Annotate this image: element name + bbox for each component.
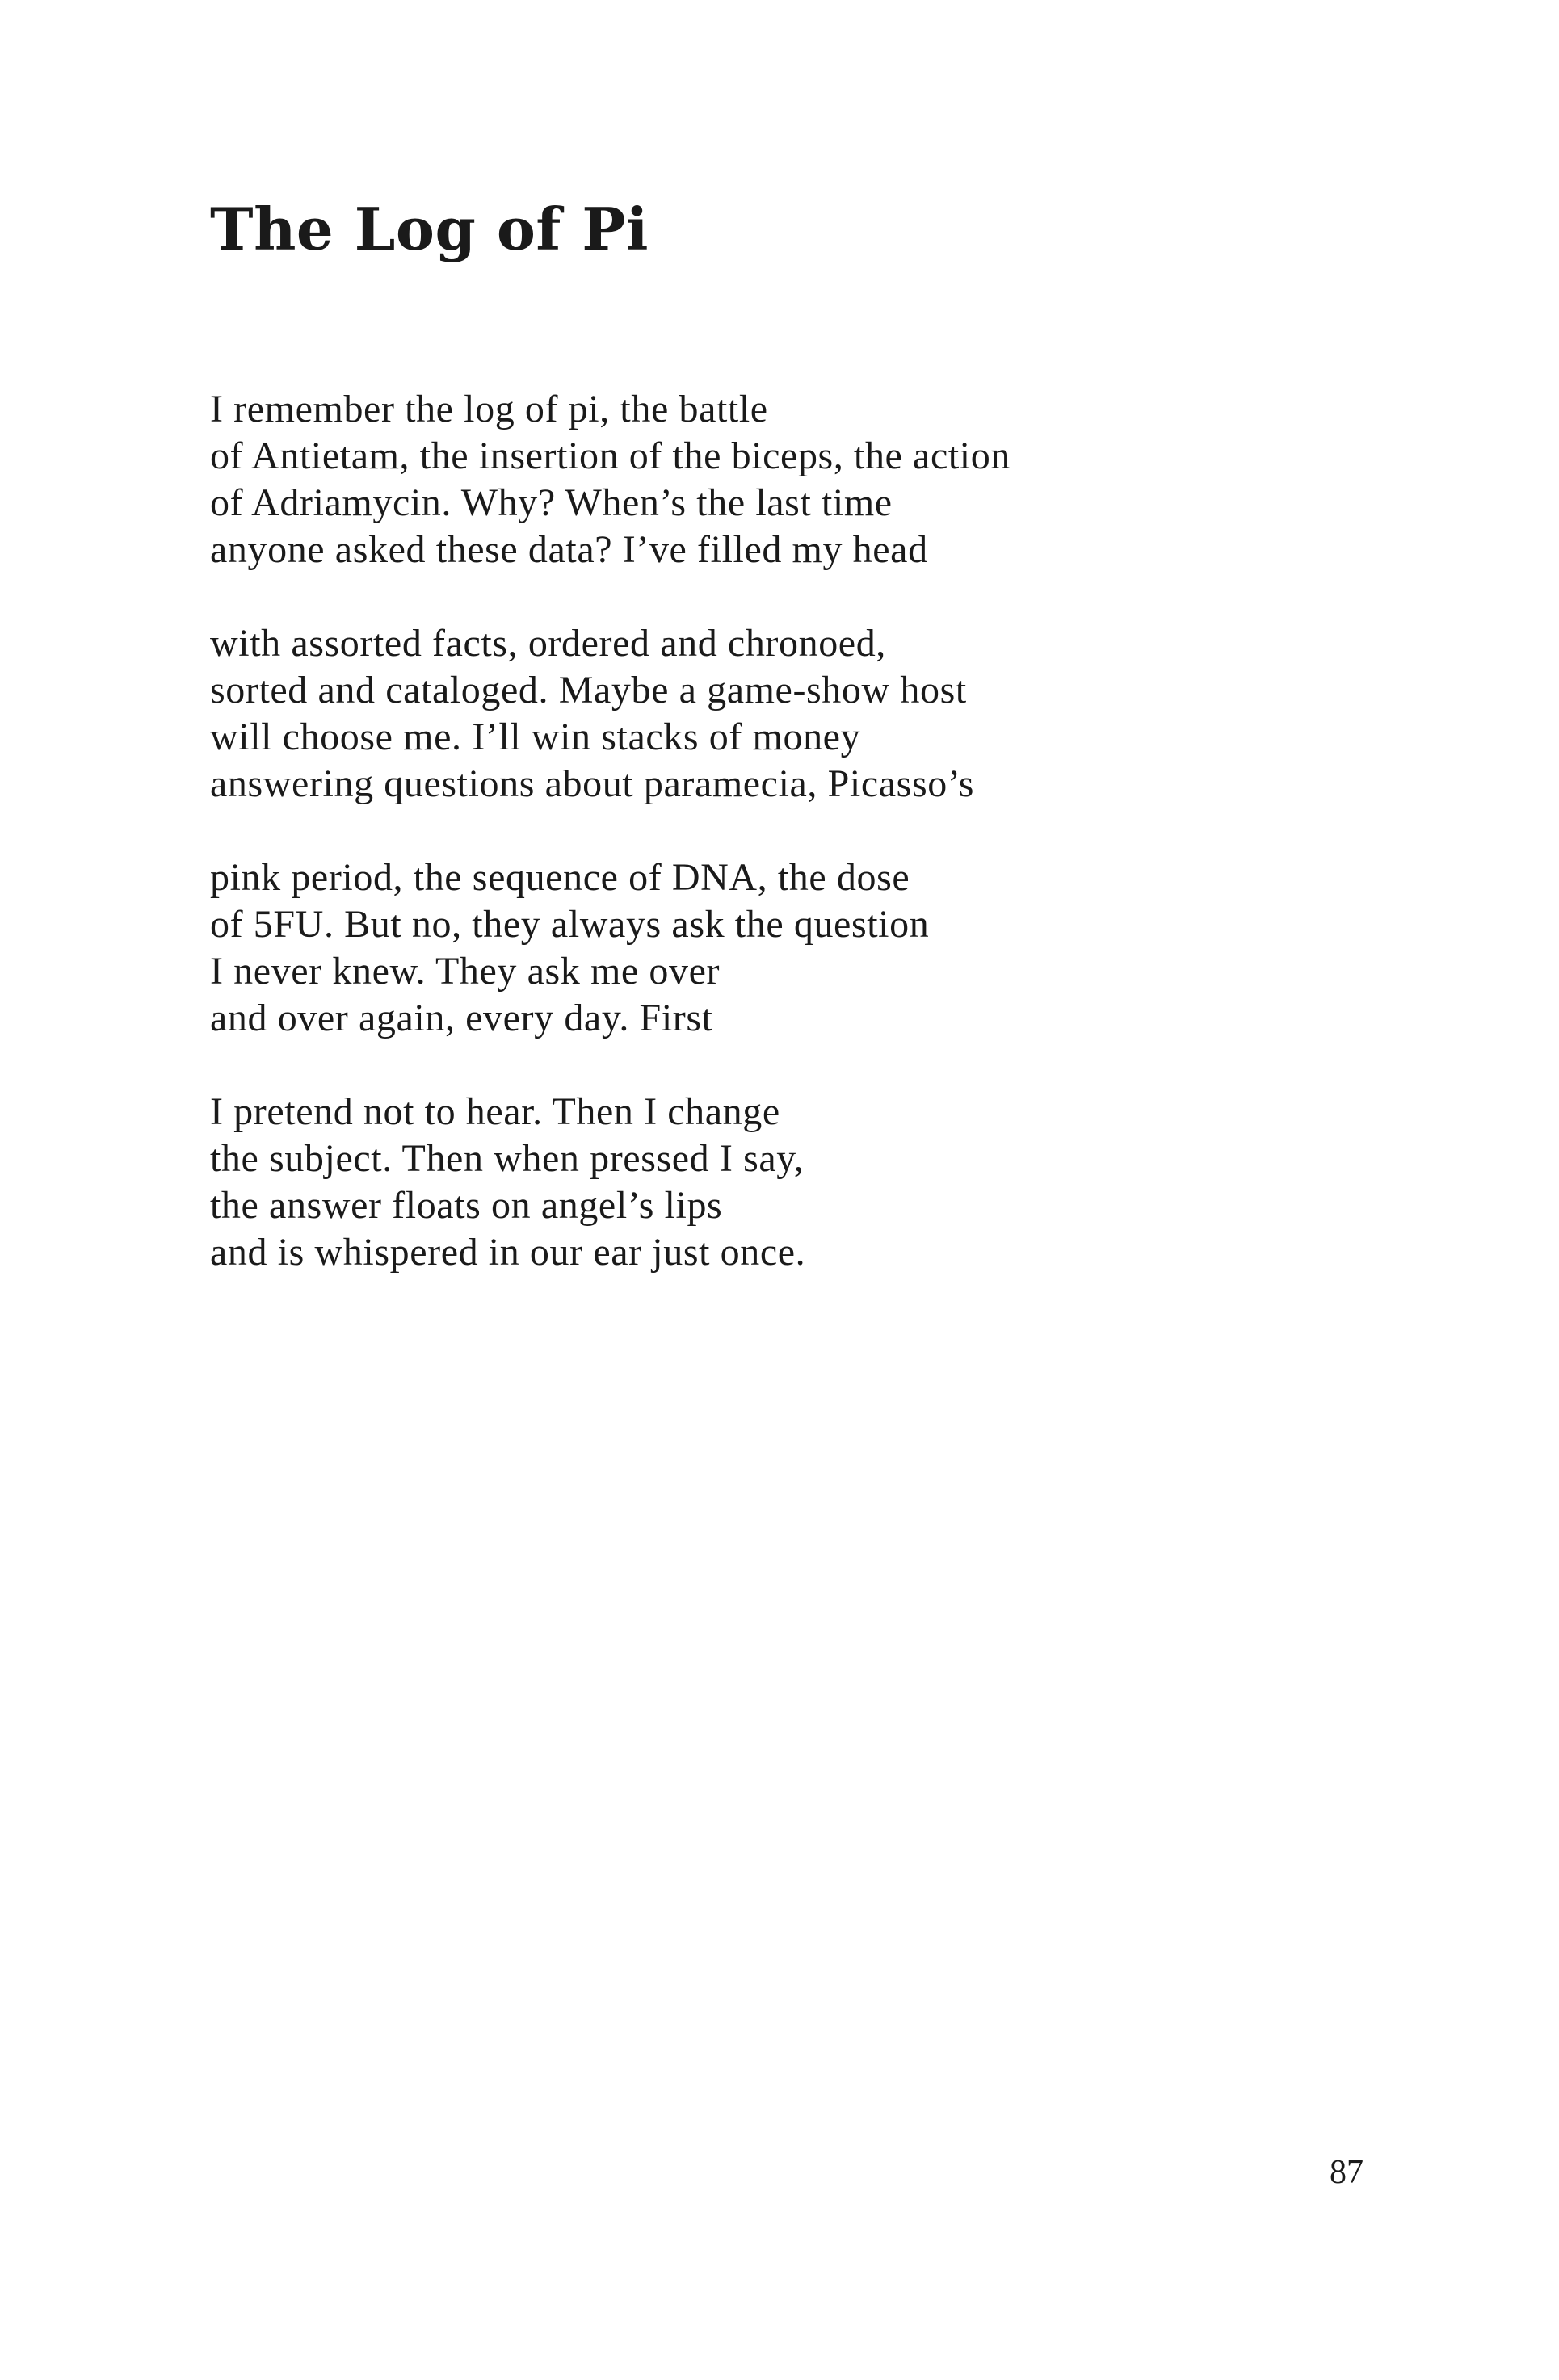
stanza-3 — [210, 854, 1422, 1042]
stanza-1 — [210, 386, 1422, 573]
poem-line: with assorted facts, ordered and chronoed, — [210, 622, 886, 665]
poem-line: of Antietam, the insertion of the biceps, the action — [210, 434, 1011, 477]
poem-line: I never knew. They ask me over — [210, 950, 721, 993]
poem-line: of 5FU. But no, they always ask the question — [210, 903, 930, 946]
poem-line: will choose me. I’ll win stacks of money — [210, 716, 861, 758]
poem-line: pink period, the sequence of DNA, the dose — [210, 856, 910, 899]
poem-body — [210, 386, 1422, 1323]
poem-line: of Adriamycin. Why? When’s the last time — [210, 481, 893, 524]
poem-line: the subject. Then when pressed I say, — [210, 1137, 805, 1180]
poem-line: anyone asked these data? I’ve filled my head — [210, 528, 928, 571]
stanza-2 — [210, 620, 1422, 808]
poem-line: answering questions about paramecia, Picasso’s — [210, 762, 975, 805]
stanza-4 — [210, 1089, 1422, 1276]
poem-line: the answer floats on angel’s lips — [210, 1184, 723, 1227]
poem-line: I pretend not to hear. Then I change — [210, 1090, 780, 1133]
poem-line: I remember the log of pi, the battle — [210, 388, 768, 430]
poem-line: and over again, every day. First — [210, 997, 713, 1039]
page-number: 87 — [1330, 2154, 1364, 2191]
poem-line: and is whispered in our ear just once. — [210, 1231, 806, 1274]
poem-title: The Log of Pi — [210, 195, 649, 263]
poem-line: sorted and cataloged. Maybe a game-show host — [210, 669, 967, 711]
